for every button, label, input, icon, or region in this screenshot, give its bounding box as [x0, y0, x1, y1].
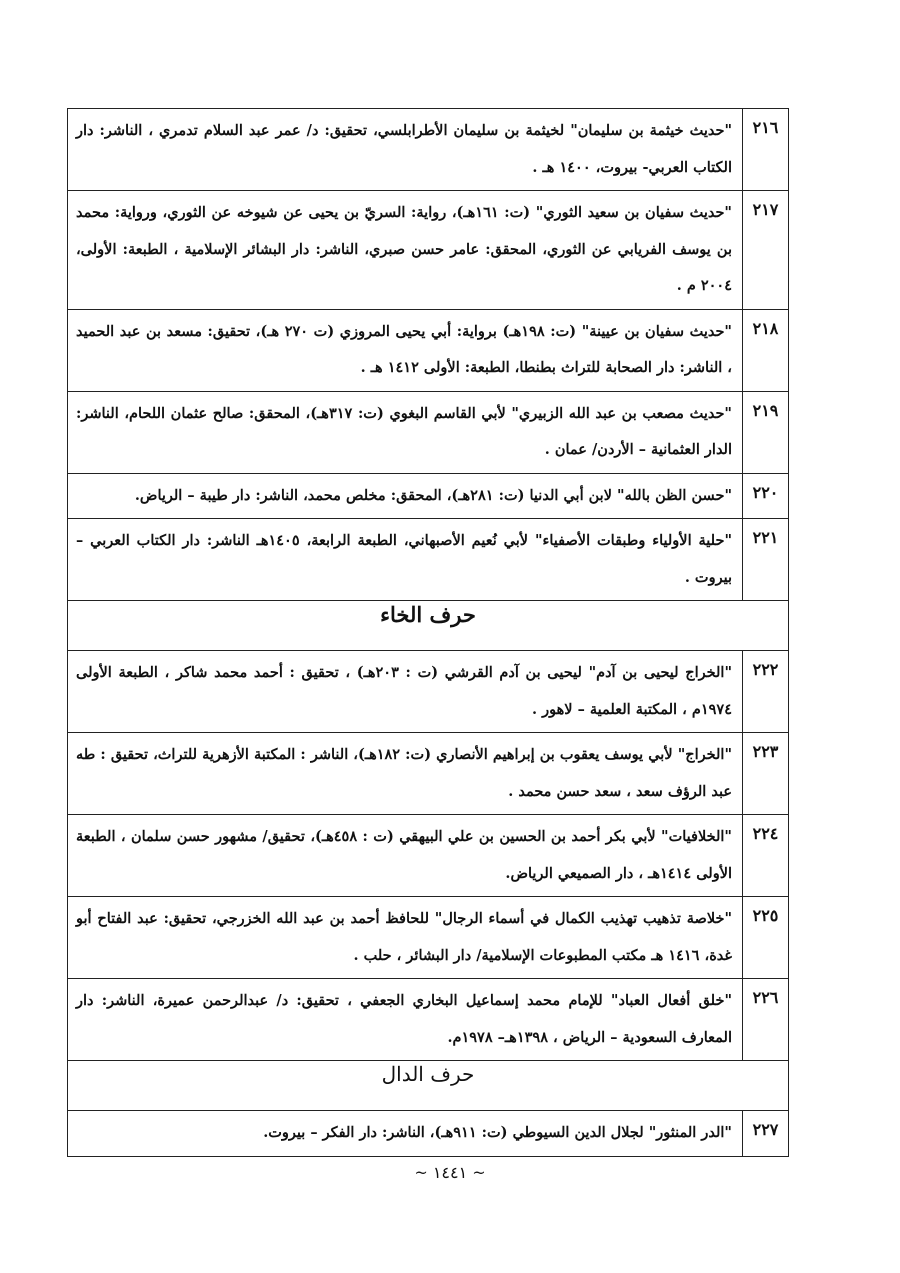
reference-text: "حديث مصعب بن عبد الله الزبيري" لأبي القاسم البغوي (ت: ٣١٧هـ)، المحقق: صالح عثمان اللحام، الناشر: الدار العثمانية – الأردن/ عمان . — [68, 391, 743, 473]
section-heading-row — [68, 601, 789, 651]
reference-row — [68, 391, 789, 473]
reference-row — [68, 1111, 789, 1157]
reference-text: "حديث سفيان بن سعيد الثوري" (ت: ١٦١هـ)، رواية: السريّ بن يحيى عن شيوخه عن الثوري، ورواية: محمد بن يوسف الفريابي عن الثوري، المحقق: عامر حسن صبري، الناشر: دار البشائر الإسلامية ، الطبعة: الأولى، ٢٠٠٤ م . — [68, 191, 743, 310]
reference-row — [68, 897, 789, 979]
reference-text: "حديث خيثمة بن سليمان" لخيثمة بن سليمان الأطرابلسي، تحقيق: د/ عمر عبد السلام تدمري ، الناشر: دار الكتاب العربي- بيروت، ١٤٠٠ هـ . — [68, 109, 743, 191]
section-heading: حرف الخاء — [68, 601, 789, 651]
reference-row — [68, 191, 789, 310]
reference-row — [68, 733, 789, 815]
section-heading-row — [68, 1061, 789, 1111]
page-number: ~ ١٤٤١ ~ — [414, 1163, 486, 1182]
reference-number: ٢٢٣ — [743, 733, 789, 815]
reference-number: ٢٢٤ — [743, 815, 789, 897]
reference-text: "خلق أفعال العباد" للإمام محمد إسماعيل البخاري الجعفي ، تحقيق: د/ عبدالرحمن عميرة، الناشر: دار المعارف السعودية – الرياض ، ١٣٩٨هـ– ١٩٧٨م. — [68, 979, 743, 1061]
reference-text: "الخلافيات" لأبي بكر أحمد بن الحسين بن علي البيهقي (ت : ٤٥٨هـ)، تحقيق/ مشهور حسن سلمان ، الطبعة الأولى ١٤١٤هـ ، دار الصميعي الرياض. — [68, 815, 743, 897]
reference-row — [68, 309, 789, 391]
reference-row — [68, 473, 789, 519]
reference-number: ٢٢٥ — [743, 897, 789, 979]
reference-row — [68, 519, 789, 601]
reference-text: "حلية الأولياء وطبقات الأصفياء" لأبي نُعيم الأصبهاني، الطبعة الرابعة، ١٤٠٥هـ الناشر: دار الكتاب العربي – بيروت . — [68, 519, 743, 601]
reference-number: ٢١٨ — [743, 309, 789, 391]
reference-text: "حسن الظن بالله" لابن أبي الدنيا (ت: ٢٨١هـ)، المحقق: مخلص محمد، الناشر: دار طيبة – الرياض. — [68, 473, 743, 519]
reference-number: ٢٢٦ — [743, 979, 789, 1061]
reference-text: "الدر المنثور" لجلال الدين السيوطي (ت: ٩١١هـ)، الناشر: دار الفكر – بيروت. — [68, 1111, 743, 1157]
references-table — [67, 108, 789, 1157]
references-page — [67, 108, 789, 1157]
reference-number: ٢٢٠ — [743, 473, 789, 519]
reference-number: ٢١٧ — [743, 191, 789, 310]
reference-number: ٢١٩ — [743, 391, 789, 473]
reference-text: "الخراج" لأبي يوسف يعقوب بن إبراهيم الأنصاري (ت: ١٨٢هـ)، الناشر : المكتبة الأزهرية للتراث، تحقيق : طه عبد الرؤف سعد ، سعد حسن محمد . — [68, 733, 743, 815]
reference-number: ٢٢٢ — [743, 651, 789, 733]
section-heading: حرف الدال — [68, 1061, 789, 1111]
reference-row — [68, 815, 789, 897]
reference-text: "حديث سفيان بن عيينة" (ت: ١٩٨هـ) برواية: أبي يحيى المروزي (ت ٢٧٠ هـ)، تحقيق: مسعد بن عبد الحميد ، الناشر: دار الصحابة للتراث بطنطا، الطبعة: الأولى ١٤١٢ هـ . — [68, 309, 743, 391]
reference-text: "الخراج ليحيى بن آدم" ليحيى بن آدم القرشي (ت : ٢٠٣هـ) ، تحقيق : أحمد محمد شاكر ، الطبعة الأولى ١٩٧٤م ، المكتبة العلمية – لاهور . — [68, 651, 743, 733]
reference-number: ٢٢٧ — [743, 1111, 789, 1157]
reference-row — [68, 651, 789, 733]
reference-row — [68, 109, 789, 191]
reference-number: ٢١٦ — [743, 109, 789, 191]
reference-text: "خلاصة تذهيب تهذيب الكمال في أسماء الرجال" للحافظ أحمد بن عبد الله الخزرجي، تحقيق: عبد الفتاح أبو غدة، ١٤١٦ هـ مكتب المطبوعات الإسلامية/ دار البشائر ، حلب . — [68, 897, 743, 979]
reference-row — [68, 979, 789, 1061]
reference-number: ٢٢١ — [743, 519, 789, 601]
